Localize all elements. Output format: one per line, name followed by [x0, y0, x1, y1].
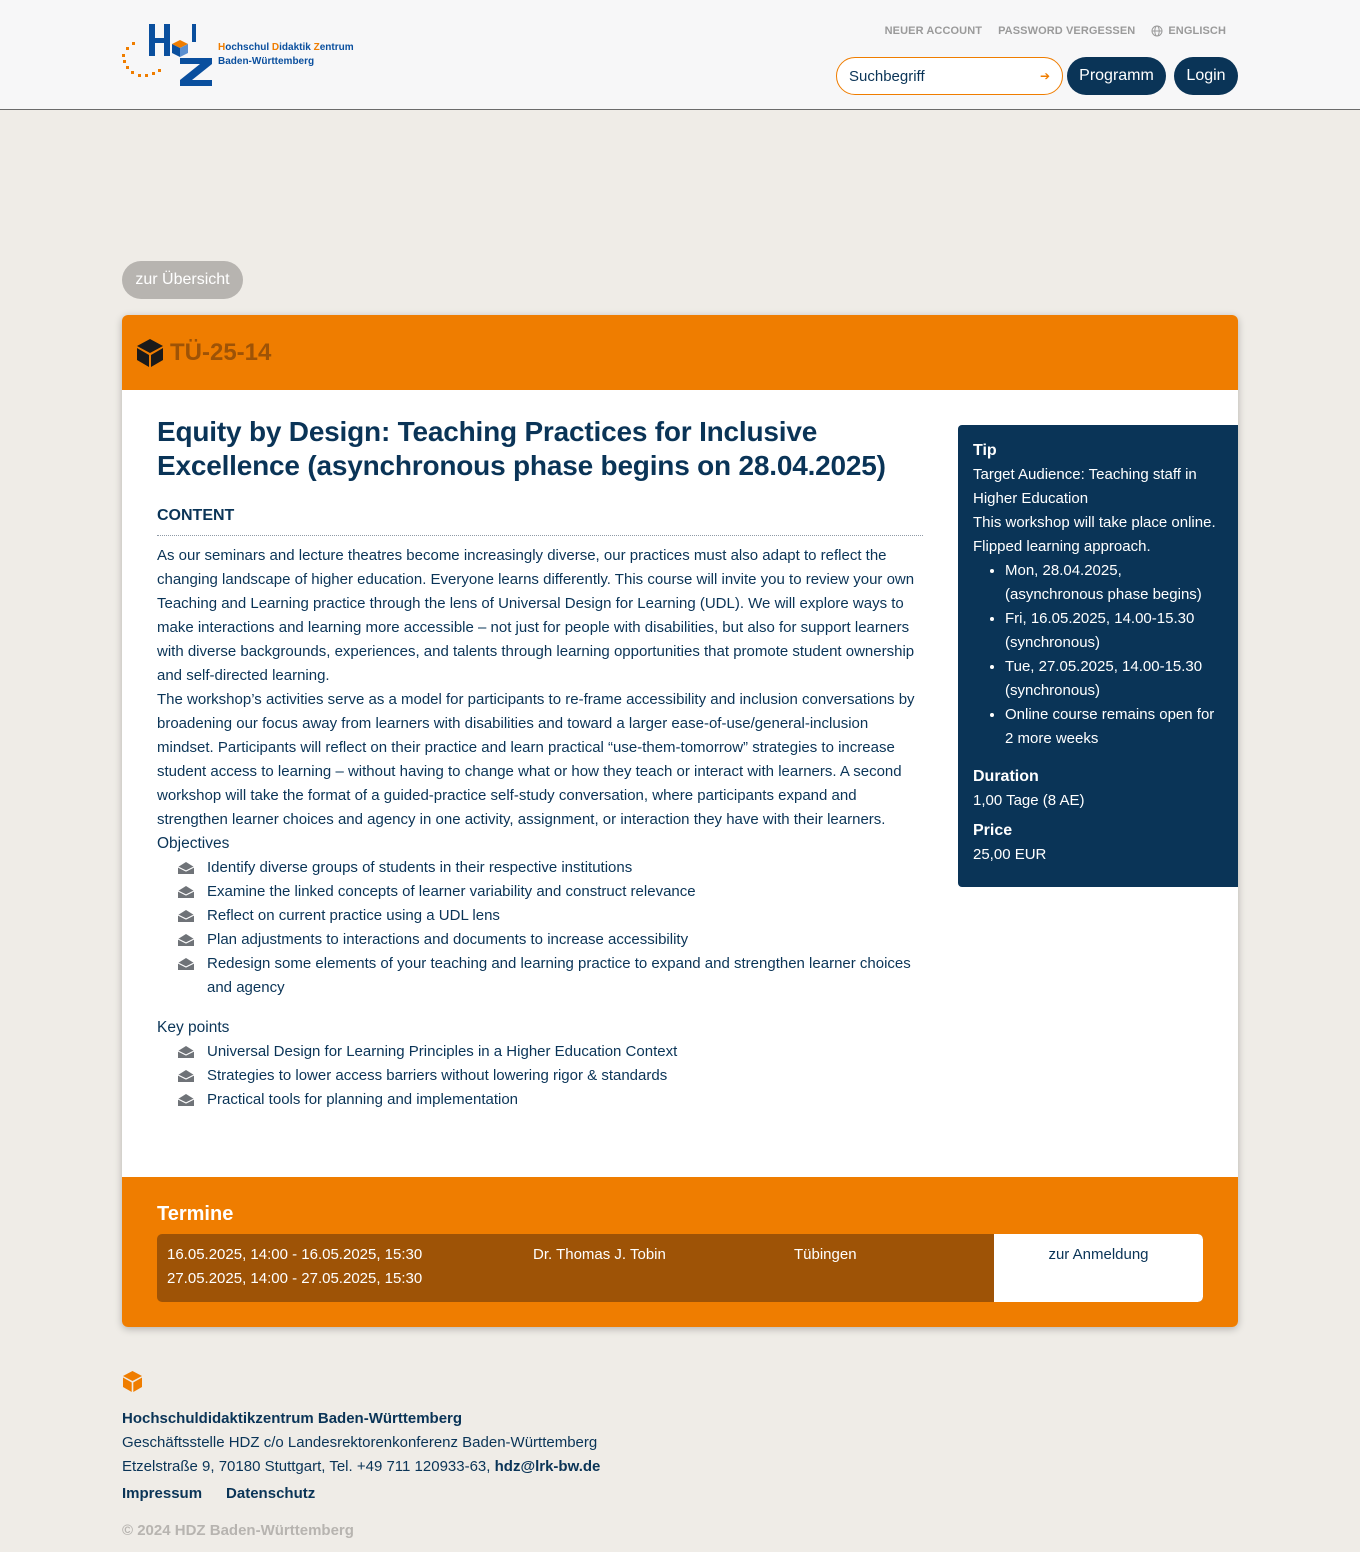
list-item: Reflect on current practice using a UDL lens [177, 904, 923, 928]
list-item: • Online course remains open for 2 more weeks [1005, 703, 1223, 751]
tip-box [958, 425, 1238, 887]
objectives-heading: Objectives [157, 835, 230, 852]
termin-row [157, 1234, 1203, 1302]
course-main [157, 415, 923, 1112]
tip-heading: Tip [973, 442, 997, 459]
envelope-open-icon [177, 957, 195, 971]
course-title: Equity by Design: Teaching Practices for Inclusive Excellence (asynchronous phase begins on 28.04.2025) [157, 416, 886, 481]
tip-format: This workshop will take place online. Flipped learning approach. [973, 514, 1216, 555]
hdz-logo[interactable] [120, 20, 360, 90]
list-item: Examine the linked concepts of learner variability and construct relevance [177, 880, 923, 904]
cube-icon [122, 1370, 143, 1393]
duration-value: 1,00 Tage (8 AE) [973, 792, 1085, 809]
language-link[interactable] [1151, 25, 1226, 37]
envelope-open-icon [177, 861, 195, 875]
globe-icon [1151, 25, 1163, 37]
termine-section [122, 1177, 1238, 1327]
datenschutz-link[interactable]: Datenschutz [226, 1485, 316, 1502]
price-value: 25,00 EUR [973, 846, 1047, 863]
list-item: Practical tools for planning and implementation [177, 1088, 923, 1112]
keypoints-heading: Key points [157, 1019, 230, 1036]
tip-audience: Target Audience: Teaching staff in Higher Education [973, 466, 1197, 507]
envelope-open-icon [177, 1069, 195, 1083]
course-card-header [122, 315, 1238, 390]
language-label: ENGLISCH [1168, 25, 1226, 37]
termin-location: Tübingen [794, 1246, 857, 1263]
termin-date-2: 27.05.2025, 14:00 - 27.05.2025, 15:30 [167, 1270, 423, 1287]
footer-email-link[interactable]: hdz@lrk-bw.de [494, 1458, 601, 1475]
termin-dates [167, 1243, 422, 1291]
envelope-open-icon [177, 933, 195, 947]
keypoints-list [177, 1040, 923, 1112]
footer-address-line-2: Etzelstraße 9, 70180 Stuttgart, Tel. +49 711 120933-63, hdz@lrk-bw.de [122, 1458, 601, 1475]
list-item: • Fri, 16.05.2025, 14.00-15.30 (synchronous) [1005, 607, 1223, 655]
description-paragraph-1: As our seminars and lecture theatres become increasingly diverse, our practices must also adapt to reflect the changing landscape of higher education. Everyone learns differently. This course will invite you to review your own Teaching and Learning practice through the lens of Universal Design for Learning (UDL). We will explore ways to make interactions and learning more accessible – not just for people with disabilities, but also for support learners with diverse backgrounds, experiences, and talents through learning opportunities that promote student ownership and self-directed learning. [157, 547, 915, 684]
termin-trainer: Dr. Thomas J. Tobin [533, 1246, 666, 1263]
search-box [836, 57, 1063, 95]
back-to-overview-button[interactable]: zur Übersicht [122, 261, 243, 299]
hdz-logo-mark [120, 20, 216, 90]
list-item: Plan adjustments to interactions and documents to increase accessibility [177, 928, 923, 952]
top-links [885, 25, 1226, 37]
footer-org-name: Hochschuldidaktikzentrum Baden-Württemberg [122, 1410, 463, 1427]
site-footer [122, 1370, 600, 1543]
footer-links [122, 1482, 600, 1506]
course-card [122, 315, 1238, 1327]
footer-copyright: © 2024 HDZ Baden-Württemberg [122, 1522, 354, 1539]
price-label: Price [973, 822, 1013, 839]
course-description [157, 544, 923, 1112]
description-paragraph-2: The workshop’s activities serve as a model for participants to re-frame accessibility and inclusion conversations by broadening our focus away from learners with disabilities and toward a larger ease-of-use/general-inclusion mindset. Participants will reflect on their practice and learn practical “use-them-tomorrow” strategies to increase student access to learning – without having to change what or how they teach or interact with learners. A second workshop will take the format of a guided-practice self-study conversation, where participants expand and strengthen learner choices and agency in one activity, assignment, or interaction they have with their learners. [157, 691, 915, 828]
tip-dates-list [1005, 559, 1223, 751]
list-item: Identify diverse groups of students in their respective institutions [177, 856, 923, 880]
objectives-list [177, 856, 923, 1000]
new-account-link[interactable]: NEUER ACCOUNT [884, 25, 983, 37]
list-item: Strategies to lower access barriers without lowering rigor & standards [177, 1064, 923, 1088]
logo-wordmark: Hochschul Didaktik Zentrum Baden-Württemberg [218, 42, 354, 67]
impressum-link[interactable]: Impressum [122, 1485, 203, 1502]
search-input[interactable] [849, 68, 1029, 85]
content-heading: CONTENT [157, 507, 923, 536]
duration-label: Duration [973, 768, 1039, 785]
login-button[interactable]: Login [1174, 57, 1238, 95]
password-forgotten-link[interactable]: PASSWORD VERGESSEN [998, 25, 1136, 37]
course-code: TÜ-25-14 [170, 338, 272, 366]
list-item: Universal Design for Learning Principles in a Higher Education Context [177, 1040, 923, 1064]
register-button[interactable]: zur Anmeldung [994, 1234, 1203, 1302]
site-header [0, 0, 1360, 110]
termine-heading: Termine [157, 1203, 234, 1225]
termin-date-1: 16.05.2025, 14:00 - 16.05.2025, 15:30 [167, 1246, 423, 1263]
programm-button[interactable]: Programm [1067, 57, 1166, 95]
footer-address-line-1: Geschäftsstelle HDZ c/o Landesrektorenkonferenz Baden-Württemberg [122, 1434, 598, 1451]
envelope-open-icon [177, 885, 195, 899]
list-item: Redesign some elements of your teaching and learning practice to expand and strengthen learner choices and agency [177, 952, 923, 1000]
envelope-open-icon [177, 1093, 195, 1107]
cube-icon [136, 338, 164, 368]
envelope-open-icon [177, 909, 195, 923]
list-item: • Tue, 27.05.2025, 14.00-15.30 (synchronous) [1005, 655, 1223, 703]
search-arrow-icon[interactable]: ➔ [1039, 69, 1050, 83]
envelope-open-icon [177, 1045, 195, 1059]
list-item: • Mon, 28.04.2025, (asynchronous phase begins) [1005, 559, 1223, 607]
